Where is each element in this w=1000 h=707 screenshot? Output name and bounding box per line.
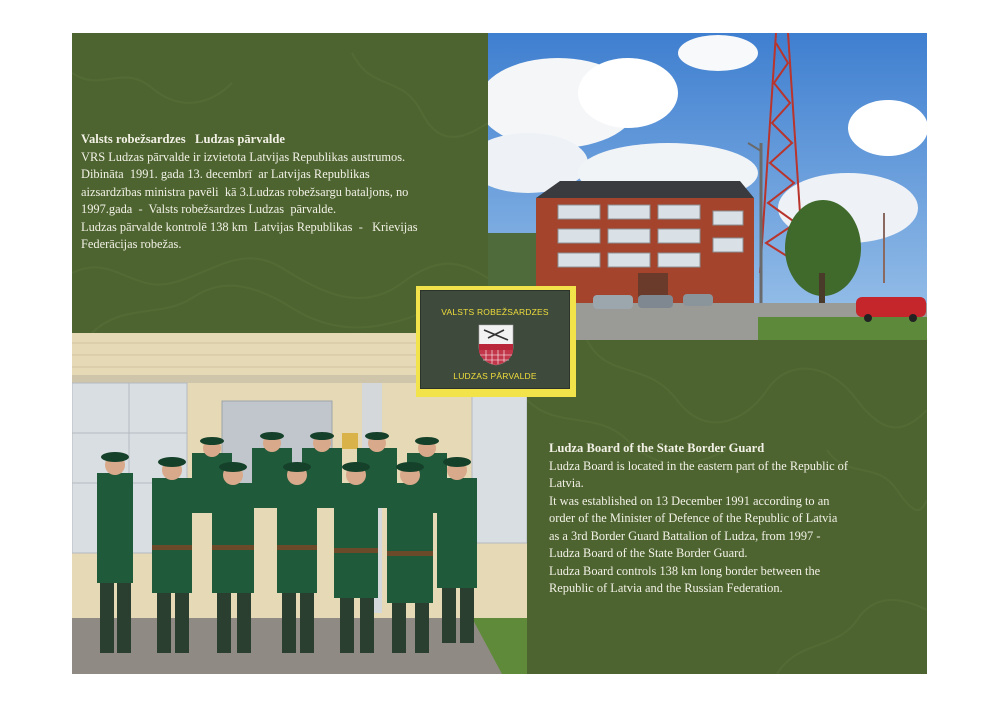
latvian-line: Ludzas pārvalde kontrolē 138 km Latvijas Republikas - Krievijas xyxy=(81,219,418,234)
english-line: as a 3rd Border Guard Battalion of Ludza, from 1997 - xyxy=(549,528,821,543)
english-line: Latvia. xyxy=(549,476,584,490)
english-line: Ludza Board controls 138 km long border between the xyxy=(549,563,821,578)
latvian-description xyxy=(81,131,476,254)
border-guard-emblem xyxy=(416,286,576,397)
english-line: It was established on 13 December 1991 according to an xyxy=(549,493,830,508)
coat-of-arms-icon xyxy=(478,324,514,366)
latvian-line: aizsardzības ministra pavēli kā 3.Ludzas robežsargu bataljons, no xyxy=(81,184,409,199)
emblem-bottom-text: LUDZAS PĀRVALDE xyxy=(453,371,537,381)
english-line: Ludza Board of the State Border Guard. xyxy=(549,546,748,560)
latvian-heading: Valsts robežsardzes Ludzas pārvalde xyxy=(81,132,285,146)
english-line: Republic of Latvia and the Russian Federation. xyxy=(549,581,783,595)
english-line: Ludza Board is located in the eastern part of the Republic of xyxy=(549,458,848,473)
latvian-line: 1997.gada - Valsts robežsardzes Ludzas pārvalde. xyxy=(81,202,337,216)
english-line: order of the Minister of Defence of the Republic of Latvia xyxy=(549,511,838,525)
emblem-card xyxy=(420,290,570,389)
english-description xyxy=(549,440,914,598)
emblem-top-text: VALSTS ROBEŽSARDZES xyxy=(441,307,549,317)
latvian-line: Dibināta 1991. gada 13. decembrī ar Latvijas Republikas xyxy=(81,167,370,181)
latvian-line: VRS Ludzas pārvalde ir izvietota Latvijas Republikas austrumos. xyxy=(81,149,406,164)
latvian-line: Federācijas robežas. xyxy=(81,237,182,251)
english-heading: Ludza Board of the State Border Guard xyxy=(549,441,765,455)
